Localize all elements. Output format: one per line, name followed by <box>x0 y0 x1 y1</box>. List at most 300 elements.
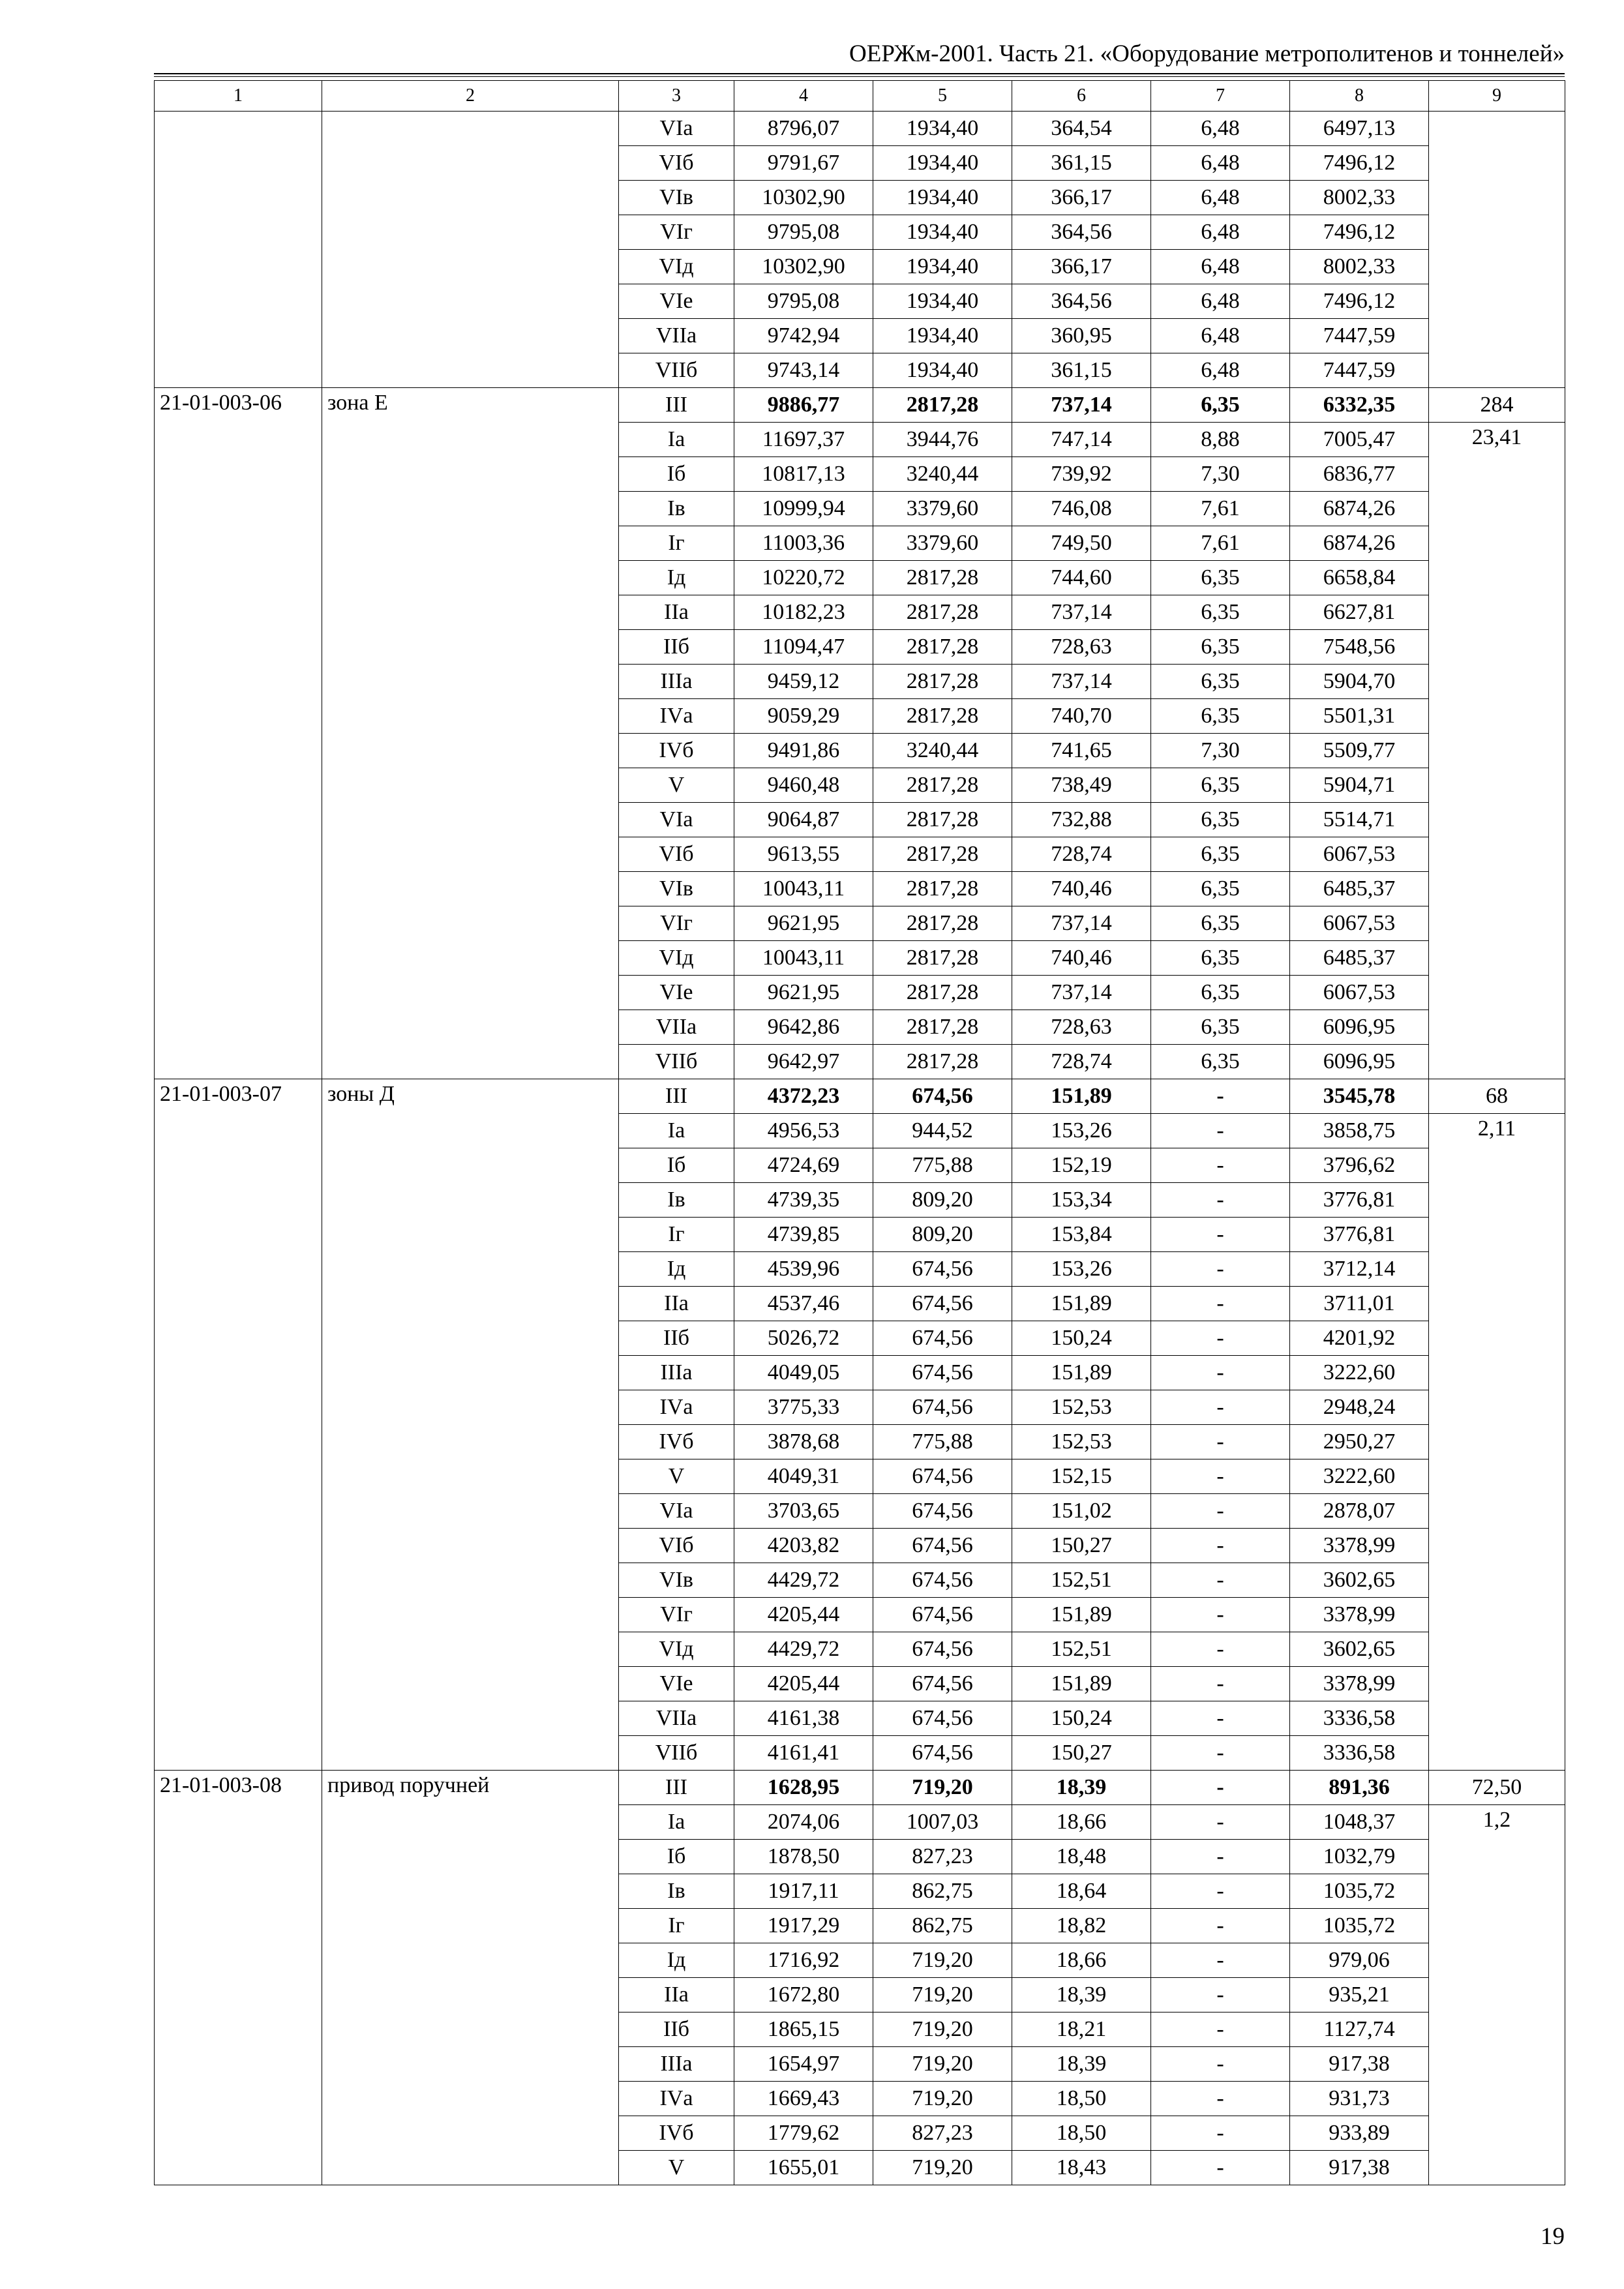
driver-wages-cell: - <box>1151 1736 1290 1771</box>
direct-cost-cell: 1779,62 <box>734 2116 873 2151</box>
driver-wages-cell: 7,61 <box>1151 526 1290 561</box>
machine-cost-cell: 728,74 <box>1012 837 1151 872</box>
group-header-row <box>155 1771 1565 1805</box>
rates-table <box>154 80 1565 2185</box>
direct-cost-cell: 11094,47 <box>734 630 873 665</box>
column-number: 3 <box>619 81 734 112</box>
direct-cost-cell: 4429,72 <box>734 1632 873 1667</box>
direct-cost-cell: 4203,82 <box>734 1529 873 1563</box>
direct-cost-cell: 10220,72 <box>734 561 873 595</box>
wages-cell: 3944,76 <box>873 423 1012 457</box>
machine-cost-cell: 739,92 <box>1012 457 1151 492</box>
materials-cost-cell: 6067,53 <box>1290 976 1429 1010</box>
machine-cost-cell: 18,50 <box>1012 2082 1151 2116</box>
machine-cost-cell: 153,84 <box>1012 1218 1151 1252</box>
name-cell: привод поручней <box>322 1771 619 2185</box>
machine-cost-cell: 740,46 <box>1012 872 1151 906</box>
driver-wages-cell: - <box>1151 1321 1290 1356</box>
direct-cost-cell: 9642,97 <box>734 1045 873 1079</box>
zone-cell: Iа <box>619 423 734 457</box>
wages-cell: 674,56 <box>873 1529 1012 1563</box>
code-cell <box>155 112 322 388</box>
direct-cost-cell: 9064,87 <box>734 803 873 837</box>
zone-cell: IIа <box>619 1287 734 1321</box>
direct-cost-cell: 1655,01 <box>734 2151 873 2185</box>
direct-cost-cell: 11003,36 <box>734 526 873 561</box>
driver-wages-cell: - <box>1151 1667 1290 1701</box>
wages-cell: 674,56 <box>873 1356 1012 1390</box>
wages-cell: 1934,40 <box>873 250 1012 284</box>
driver-wages-cell: 6,48 <box>1151 215 1290 250</box>
materials-cost-cell: 6836,77 <box>1290 457 1429 492</box>
driver-wages-cell: 6,48 <box>1151 250 1290 284</box>
materials-cost-cell: 7447,59 <box>1290 353 1429 388</box>
wages-cell: 719,20 <box>873 2047 1012 2082</box>
machine-cost-cell: 153,34 <box>1012 1183 1151 1218</box>
zone-cell: IIа <box>619 595 734 630</box>
machine-cost-cell: 744,60 <box>1012 561 1151 595</box>
page-header: ОЕРЖм-2001. Часть 21. «Оборудование метрополитенов и тоннелей» <box>849 40 1565 67</box>
labor-cost-cell: 23,41 <box>1429 423 1565 1079</box>
zone-cell: VIб <box>619 1529 734 1563</box>
zone-cell: IVб <box>619 2116 734 2151</box>
materials-cost-cell: 6096,95 <box>1290 1045 1429 1079</box>
direct-cost-cell: 2074,06 <box>734 1805 873 1840</box>
driver-wages-cell: 6,35 <box>1151 1045 1290 1079</box>
machine-cost-cell: 737,14 <box>1012 906 1151 941</box>
wages-cell: 2817,28 <box>873 630 1012 665</box>
wages-cell: 809,20 <box>873 1218 1012 1252</box>
driver-wages-cell: 6,48 <box>1151 181 1290 215</box>
note-cell <box>1429 112 1565 388</box>
machine-cost-cell: 749,50 <box>1012 526 1151 561</box>
driver-wages-cell: - <box>1151 1425 1290 1459</box>
wages-cell: 1934,40 <box>873 181 1012 215</box>
materials-cost-cell: 3712,14 <box>1290 1252 1429 1287</box>
column-number: 2 <box>322 81 619 112</box>
machine-cost-cell: 364,54 <box>1012 112 1151 146</box>
materials-cost-cell: 6658,84 <box>1290 561 1429 595</box>
materials-cost-cell: 6332,35 <box>1290 388 1429 423</box>
labor-cost-cell: 1,2 <box>1429 1805 1565 2185</box>
machine-cost-cell: 740,46 <box>1012 941 1151 976</box>
zone-cell: VIIа <box>619 1010 734 1045</box>
machine-cost-cell: 150,27 <box>1012 1529 1151 1563</box>
zone-cell: VIIб <box>619 1736 734 1771</box>
materials-cost-cell: 3776,81 <box>1290 1218 1429 1252</box>
direct-cost-cell: 4205,44 <box>734 1667 873 1701</box>
wages-cell: 674,56 <box>873 1390 1012 1425</box>
machine-cost-cell: 153,26 <box>1012 1114 1151 1148</box>
driver-wages-cell: 6,35 <box>1151 941 1290 976</box>
code-cell: 21-01-003-06 <box>155 388 322 1079</box>
driver-wages-cell: - <box>1151 1079 1290 1114</box>
labor-cost-cell: 72,50 <box>1429 1771 1565 1805</box>
driver-wages-cell: - <box>1151 1114 1290 1148</box>
materials-cost-cell: 3796,62 <box>1290 1148 1429 1183</box>
driver-wages-cell: - <box>1151 1148 1290 1183</box>
driver-wages-cell: - <box>1151 1909 1290 1943</box>
machine-cost-cell: 152,19 <box>1012 1148 1151 1183</box>
zone-cell: IIIа <box>619 2047 734 2082</box>
machine-cost-cell: 18,50 <box>1012 2116 1151 2151</box>
machine-cost-cell: 737,14 <box>1012 976 1151 1010</box>
column-number: 4 <box>734 81 873 112</box>
driver-wages-cell: 7,30 <box>1151 457 1290 492</box>
wages-cell: 862,75 <box>873 1874 1012 1909</box>
wages-cell: 674,56 <box>873 1494 1012 1529</box>
wages-cell: 1934,40 <box>873 112 1012 146</box>
zone-cell: Iг <box>619 1218 734 1252</box>
machine-cost-cell: 747,14 <box>1012 423 1151 457</box>
column-number: 1 <box>155 81 322 112</box>
zone-cell: IVа <box>619 1390 734 1425</box>
wages-cell: 3379,60 <box>873 492 1012 526</box>
driver-wages-cell: 6,48 <box>1151 319 1290 353</box>
driver-wages-cell: - <box>1151 2116 1290 2151</box>
zone-cell: VIг <box>619 1598 734 1632</box>
zone-cell: IIб <box>619 2012 734 2047</box>
driver-wages-cell: 6,35 <box>1151 976 1290 1010</box>
zone-cell: VIг <box>619 215 734 250</box>
column-number: 9 <box>1429 81 1565 112</box>
wages-cell: 2817,28 <box>873 595 1012 630</box>
driver-wages-cell: - <box>1151 1218 1290 1252</box>
materials-cost-cell: 3602,65 <box>1290 1632 1429 1667</box>
materials-cost-cell: 6627,81 <box>1290 595 1429 630</box>
wages-cell: 2817,28 <box>873 976 1012 1010</box>
wages-cell: 775,88 <box>873 1148 1012 1183</box>
machine-cost-cell: 18,48 <box>1012 1840 1151 1874</box>
zone-cell: VIв <box>619 872 734 906</box>
wages-cell: 2817,28 <box>873 768 1012 803</box>
driver-wages-cell: 6,35 <box>1151 1010 1290 1045</box>
wages-cell: 719,20 <box>873 2012 1012 2047</box>
machine-cost-cell: 737,14 <box>1012 595 1151 630</box>
materials-cost-cell: 979,06 <box>1290 1943 1429 1978</box>
materials-cost-cell: 6485,37 <box>1290 941 1429 976</box>
machine-cost-cell: 151,89 <box>1012 1287 1151 1321</box>
wages-cell: 719,20 <box>873 1943 1012 1978</box>
materials-cost-cell: 6485,37 <box>1290 872 1429 906</box>
wages-cell: 719,20 <box>873 2082 1012 2116</box>
materials-cost-cell: 3336,58 <box>1290 1701 1429 1736</box>
materials-cost-cell: 931,73 <box>1290 2082 1429 2116</box>
wages-cell: 2817,28 <box>873 561 1012 595</box>
labor-cost-cell: 284 <box>1429 388 1565 423</box>
direct-cost-cell: 4739,35 <box>734 1183 873 1218</box>
zone-cell: VIг <box>619 906 734 941</box>
group-header-row <box>155 388 1565 423</box>
zone-cell: VIд <box>619 941 734 976</box>
direct-cost-cell: 9621,95 <box>734 906 873 941</box>
wages-cell: 2817,28 <box>873 803 1012 837</box>
zone-cell: VIб <box>619 146 734 181</box>
zone-cell: V <box>619 1459 734 1494</box>
machine-cost-cell: 737,14 <box>1012 665 1151 699</box>
zone-cell: VIв <box>619 181 734 215</box>
materials-cost-cell: 3222,60 <box>1290 1459 1429 1494</box>
zone-cell: IIб <box>619 630 734 665</box>
machine-cost-cell: 364,56 <box>1012 215 1151 250</box>
materials-cost-cell: 1127,74 <box>1290 2012 1429 2047</box>
machine-cost-cell: 151,89 <box>1012 1598 1151 1632</box>
group-header-row <box>155 1079 1565 1114</box>
zone-cell: VIд <box>619 250 734 284</box>
wages-cell: 827,23 <box>873 1840 1012 1874</box>
zone-cell: Iв <box>619 1183 734 1218</box>
machine-cost-cell: 150,24 <box>1012 1321 1151 1356</box>
materials-cost-cell: 5514,71 <box>1290 803 1429 837</box>
driver-wages-cell: - <box>1151 2047 1290 2082</box>
zone-cell: IIIа <box>619 665 734 699</box>
materials-cost-cell: 7447,59 <box>1290 319 1429 353</box>
materials-cost-cell: 935,21 <box>1290 1978 1429 2012</box>
zone-cell: VIе <box>619 284 734 319</box>
column-number: 8 <box>1290 81 1429 112</box>
machine-cost-cell: 741,65 <box>1012 734 1151 768</box>
direct-cost-cell: 4049,31 <box>734 1459 873 1494</box>
wages-cell: 674,56 <box>873 1287 1012 1321</box>
wages-cell: 1934,40 <box>873 146 1012 181</box>
driver-wages-cell: - <box>1151 1563 1290 1598</box>
zone-cell: VIв <box>619 1563 734 1598</box>
direct-cost-cell: 5026,72 <box>734 1321 873 1356</box>
zone-cell: Iд <box>619 1252 734 1287</box>
machine-cost-cell: 150,27 <box>1012 1736 1151 1771</box>
machine-cost-cell: 746,08 <box>1012 492 1151 526</box>
zone-cell: V <box>619 2151 734 2185</box>
wages-cell: 674,56 <box>873 1736 1012 1771</box>
direct-cost-cell: 10999,94 <box>734 492 873 526</box>
machine-cost-cell: 18,64 <box>1012 1874 1151 1909</box>
machine-cost-cell: 153,26 <box>1012 1252 1151 1287</box>
wages-cell: 862,75 <box>873 1909 1012 1943</box>
materials-cost-cell: 6497,13 <box>1290 112 1429 146</box>
materials-cost-cell: 3776,81 <box>1290 1183 1429 1218</box>
driver-wages-cell: 6,35 <box>1151 561 1290 595</box>
direct-cost-cell: 10043,11 <box>734 941 873 976</box>
zone-cell: III <box>619 388 734 423</box>
code-cell: 21-01-003-08 <box>155 1771 322 2185</box>
wages-cell: 674,56 <box>873 1321 1012 1356</box>
driver-wages-cell: - <box>1151 1287 1290 1321</box>
driver-wages-cell: - <box>1151 1805 1290 1840</box>
direct-cost-cell: 9795,08 <box>734 284 873 319</box>
name-cell: зона Е <box>322 388 619 1079</box>
wages-cell: 3240,44 <box>873 457 1012 492</box>
column-number: 6 <box>1012 81 1151 112</box>
materials-cost-cell: 3378,99 <box>1290 1598 1429 1632</box>
machine-cost-cell: 152,15 <box>1012 1459 1151 1494</box>
direct-cost-cell: 3703,65 <box>734 1494 873 1529</box>
direct-cost-cell: 1654,97 <box>734 2047 873 2082</box>
zone-cell: IVа <box>619 699 734 734</box>
materials-cost-cell: 3378,99 <box>1290 1529 1429 1563</box>
wages-cell: 674,56 <box>873 1632 1012 1667</box>
driver-wages-cell: - <box>1151 1943 1290 1978</box>
machine-cost-cell: 728,63 <box>1012 1010 1151 1045</box>
wages-cell: 1934,40 <box>873 353 1012 388</box>
machine-cost-cell: 740,70 <box>1012 699 1151 734</box>
driver-wages-cell: 6,48 <box>1151 353 1290 388</box>
machine-cost-cell: 361,15 <box>1012 146 1151 181</box>
zone-cell: Iд <box>619 1943 734 1978</box>
direct-cost-cell: 9795,08 <box>734 215 873 250</box>
code-cell: 21-01-003-07 <box>155 1079 322 1771</box>
machine-cost-cell: 151,89 <box>1012 1079 1151 1114</box>
direct-cost-cell: 4429,72 <box>734 1563 873 1598</box>
wages-cell: 1934,40 <box>873 215 1012 250</box>
driver-wages-cell: - <box>1151 1632 1290 1667</box>
direct-cost-cell: 9621,95 <box>734 976 873 1010</box>
zone-cell: Iб <box>619 1840 734 1874</box>
driver-wages-cell: 6,35 <box>1151 872 1290 906</box>
materials-cost-cell: 1035,72 <box>1290 1909 1429 1943</box>
direct-cost-cell: 4724,69 <box>734 1148 873 1183</box>
driver-wages-cell: - <box>1151 1390 1290 1425</box>
driver-wages-cell: - <box>1151 2082 1290 2116</box>
wages-cell: 674,56 <box>873 1563 1012 1598</box>
driver-wages-cell: 6,35 <box>1151 768 1290 803</box>
materials-cost-cell: 5509,77 <box>1290 734 1429 768</box>
direct-cost-cell: 9742,94 <box>734 319 873 353</box>
driver-wages-cell: 6,35 <box>1151 595 1290 630</box>
wages-cell: 2817,28 <box>873 837 1012 872</box>
direct-cost-cell: 9791,67 <box>734 146 873 181</box>
machine-cost-cell: 361,15 <box>1012 353 1151 388</box>
driver-wages-cell: - <box>1151 1252 1290 1287</box>
direct-cost-cell: 1628,95 <box>734 1771 873 1805</box>
direct-cost-cell: 9460,48 <box>734 768 873 803</box>
machine-cost-cell: 18,66 <box>1012 1943 1151 1978</box>
wages-cell: 674,56 <box>873 1459 1012 1494</box>
direct-cost-cell: 10043,11 <box>734 872 873 906</box>
driver-wages-cell: 6,35 <box>1151 665 1290 699</box>
zone-cell: IVа <box>619 2082 734 2116</box>
materials-cost-cell: 8002,33 <box>1290 250 1429 284</box>
machine-cost-cell: 360,95 <box>1012 319 1151 353</box>
zone-cell: VIIб <box>619 1045 734 1079</box>
driver-wages-cell: - <box>1151 1459 1290 1494</box>
materials-cost-cell: 1032,79 <box>1290 1840 1429 1874</box>
direct-cost-cell: 4161,38 <box>734 1701 873 1736</box>
driver-wages-cell: - <box>1151 1529 1290 1563</box>
machine-cost-cell: 738,49 <box>1012 768 1151 803</box>
zone-cell: VIIа <box>619 319 734 353</box>
materials-cost-cell: 1048,37 <box>1290 1805 1429 1840</box>
materials-cost-cell: 4201,92 <box>1290 1321 1429 1356</box>
direct-cost-cell: 4372,23 <box>734 1079 873 1114</box>
direct-cost-cell: 3878,68 <box>734 1425 873 1459</box>
driver-wages-cell: - <box>1151 1771 1290 1805</box>
wages-cell: 2817,28 <box>873 941 1012 976</box>
wages-cell: 1934,40 <box>873 284 1012 319</box>
machine-cost-cell: 151,02 <box>1012 1494 1151 1529</box>
zone-cell: VIIб <box>619 353 734 388</box>
zone-cell: IIб <box>619 1321 734 1356</box>
direct-cost-cell: 9491,86 <box>734 734 873 768</box>
zone-cell: VIе <box>619 1667 734 1701</box>
machine-cost-cell: 152,51 <box>1012 1632 1151 1667</box>
zone-cell: Iб <box>619 457 734 492</box>
direct-cost-cell: 10302,90 <box>734 250 873 284</box>
direct-cost-cell: 4539,96 <box>734 1252 873 1287</box>
driver-wages-cell: 7,30 <box>1151 734 1290 768</box>
page-number: 19 <box>1541 2223 1565 2250</box>
direct-cost-cell: 9642,86 <box>734 1010 873 1045</box>
machine-cost-cell: 737,14 <box>1012 388 1151 423</box>
machine-cost-cell: 18,21 <box>1012 2012 1151 2047</box>
materials-cost-cell: 3858,75 <box>1290 1114 1429 1148</box>
name-cell <box>322 112 619 388</box>
wages-cell: 2817,28 <box>873 388 1012 423</box>
driver-wages-cell: 6,35 <box>1151 630 1290 665</box>
machine-cost-cell: 152,53 <box>1012 1425 1151 1459</box>
driver-wages-cell: 6,35 <box>1151 906 1290 941</box>
materials-cost-cell: 2950,27 <box>1290 1425 1429 1459</box>
machine-cost-cell: 18,39 <box>1012 2047 1151 2082</box>
wages-cell: 2817,28 <box>873 699 1012 734</box>
wages-cell: 2817,28 <box>873 872 1012 906</box>
direct-cost-cell: 1672,80 <box>734 1978 873 2012</box>
driver-wages-cell: - <box>1151 1701 1290 1736</box>
direct-cost-cell: 4161,41 <box>734 1736 873 1771</box>
wages-cell: 944,52 <box>873 1114 1012 1148</box>
zone-cell: Iа <box>619 1114 734 1148</box>
materials-cost-cell: 7496,12 <box>1290 215 1429 250</box>
materials-cost-cell: 8002,33 <box>1290 181 1429 215</box>
materials-cost-cell: 2878,07 <box>1290 1494 1429 1529</box>
driver-wages-cell: 6,48 <box>1151 284 1290 319</box>
table-row <box>155 112 1565 146</box>
machine-cost-cell: 151,89 <box>1012 1667 1151 1701</box>
wages-cell: 1934,40 <box>873 319 1012 353</box>
direct-cost-cell: 10302,90 <box>734 181 873 215</box>
driver-wages-cell: 7,61 <box>1151 492 1290 526</box>
driver-wages-cell: - <box>1151 1874 1290 1909</box>
wages-cell: 719,20 <box>873 1978 1012 2012</box>
wages-cell: 3379,60 <box>873 526 1012 561</box>
materials-cost-cell: 6067,53 <box>1290 837 1429 872</box>
wages-cell: 775,88 <box>873 1425 1012 1459</box>
zone-cell: VIа <box>619 112 734 146</box>
driver-wages-cell: 8,88 <box>1151 423 1290 457</box>
zone-cell: Iг <box>619 1909 734 1943</box>
materials-cost-cell: 7005,47 <box>1290 423 1429 457</box>
materials-cost-cell: 3222,60 <box>1290 1356 1429 1390</box>
name-cell: зоны Д <box>322 1079 619 1771</box>
driver-wages-cell: - <box>1151 1598 1290 1632</box>
zone-cell: V <box>619 768 734 803</box>
direct-cost-cell: 1917,11 <box>734 1874 873 1909</box>
zone-cell: III <box>619 1079 734 1114</box>
machine-cost-cell: 18,82 <box>1012 1909 1151 1943</box>
materials-cost-cell: 3545,78 <box>1290 1079 1429 1114</box>
materials-cost-cell: 5904,70 <box>1290 665 1429 699</box>
materials-cost-cell: 917,38 <box>1290 2047 1429 2082</box>
zone-cell: IIа <box>619 1978 734 2012</box>
driver-wages-cell: - <box>1151 1840 1290 1874</box>
driver-wages-cell: - <box>1151 2151 1290 2185</box>
wages-cell: 719,20 <box>873 1771 1012 1805</box>
zone-cell: Iг <box>619 526 734 561</box>
driver-wages-cell: - <box>1151 1356 1290 1390</box>
materials-cost-cell: 3602,65 <box>1290 1563 1429 1598</box>
direct-cost-cell: 9886,77 <box>734 388 873 423</box>
direct-cost-cell: 9743,14 <box>734 353 873 388</box>
driver-wages-cell: - <box>1151 2012 1290 2047</box>
